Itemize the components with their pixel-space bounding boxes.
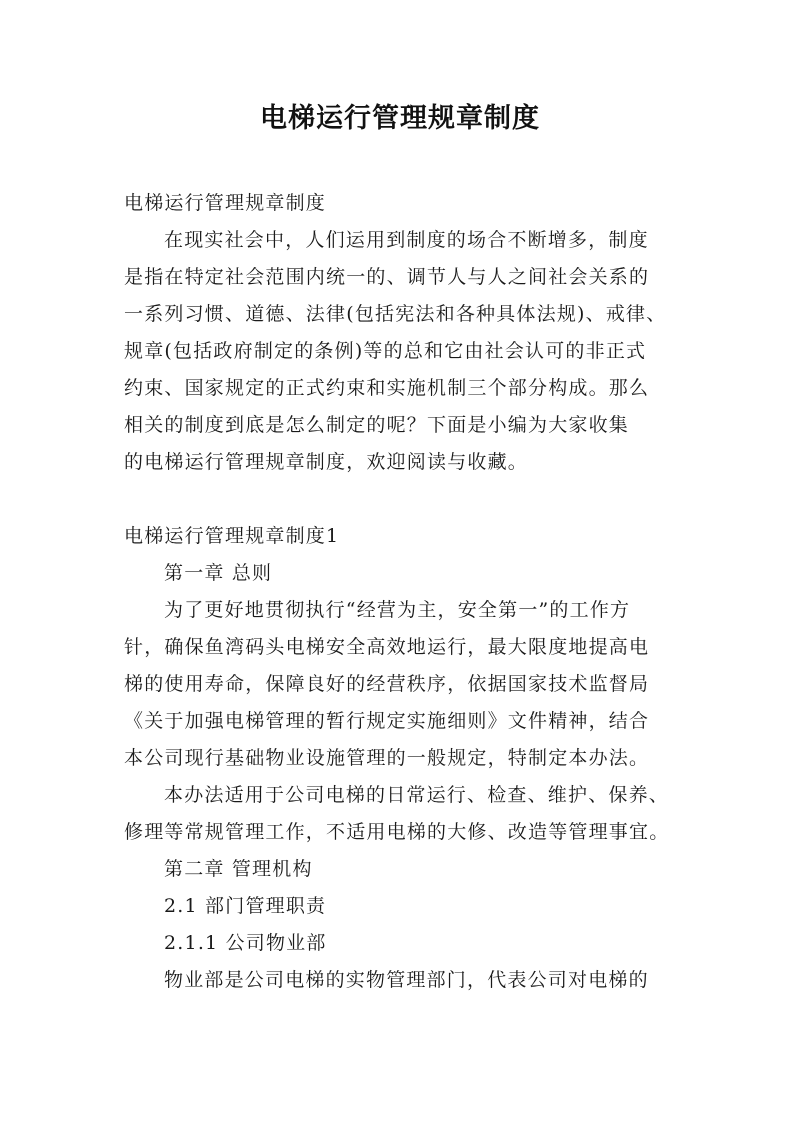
paragraph-line: 在现实社会中，人们运用到制度的场合不断增多，制度	[164, 229, 649, 251]
paragraph-spacer	[124, 481, 694, 518]
paragraph-line: 本公司现行基础物业设施管理的一般规定，特制定本办法。	[124, 747, 650, 769]
paragraph-line: 物业部是公司电梯的实物管理部门，代表公司对电梯的	[164, 969, 649, 991]
document-body	[124, 185, 694, 999]
paragraph-line: 为了更好地贯彻执行“经营为主，安全第一”的工作方	[164, 599, 631, 621]
paragraph-line: 针，确保鱼湾码头电梯安全高效地运行，最大限度地提高电	[124, 636, 650, 658]
paragraph-line: 修理等常规管理工作，不适用电梯的大修、改造等管理事宜。	[124, 821, 670, 843]
paragraph-line: 的电梯运行管理规章制度，欢迎阅读与收藏。	[124, 451, 529, 473]
section-heading: 电梯运行管理规章制度	[124, 192, 327, 214]
chapter-heading: 第一章 总则	[164, 562, 273, 584]
subsection-heading: 2.1 部门管理职责	[164, 895, 327, 917]
paragraph-line: 《关于加强电梯管理的暂行规定实施细则》文件精神，结合	[124, 710, 650, 732]
subsection-heading: 2.1.1 公司物业部	[164, 932, 327, 954]
section-heading: 电梯运行管理规章制度1	[124, 525, 340, 547]
chapter-heading: 第二章 管理机构	[164, 858, 313, 880]
paragraph-line: 梯的使用寿命，保障良好的经营秩序，依据国家技术监督局	[124, 673, 650, 695]
paragraph-line: 一系列习惯、道德、法律(包括宪法和各种具体法规)、戒律、	[124, 303, 667, 325]
paragraph-line: 约束、国家规定的正式约束和实施机制三个部分构成。那么	[124, 377, 650, 399]
paragraph-line: 是指在特定社会范围内统一的、调节人与人之间社会关系的	[124, 266, 650, 288]
document-title: 电梯运行管理规章制度	[260, 103, 540, 134]
paragraph-line: 规章(包括政府制定的条例)等的总和它由社会认可的非正式	[124, 340, 647, 362]
paragraph-line: 相关的制度到底是怎么制定的呢？下面是小编为大家收集	[124, 414, 630, 436]
paragraph-line: 本办法适用于公司电梯的日常运行、检查、维护、保养、	[164, 784, 670, 806]
